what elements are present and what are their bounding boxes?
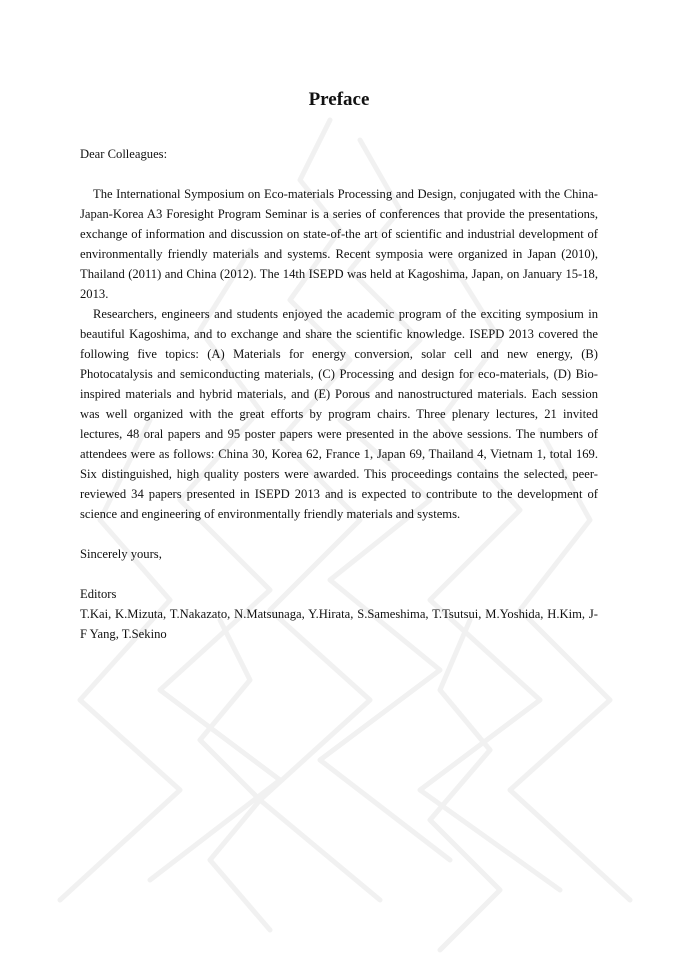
signature-names: T.Kai, K.Mizuta, T.Nakazato, N.Matsunaga, Y.Hirata, S.Sameshima, T.Tsutsui, M.Yoshida, H.Kim, J-F Yang, T.Sekino — [80, 607, 598, 641]
preface-content — [80, 88, 598, 644]
page-title: Preface — [308, 89, 370, 110]
preface-paragraph-1: The International Symposium on Eco-materials Processing and Design, conjugated with the China-Japan-Korea A3 Foresight Program Seminar is a series of conferences that provide the presentations, exchange of information and discussion on state-of-the art of scientific and industrial development of environmentally friendly materials and systems. Recent symposia were organized in Japan (2010), Thailand (2011) and China (2012). The 14th ISEPD was held at Kagoshima, Japan, on January 15-18, 2013. — [80, 187, 598, 301]
preface-paragraph-2: Researchers, engineers and students enjoyed the academic program of the exciting symposium in beautiful Kagoshima, and to exchange and share the scientific knowledge. ISEPD 2013 covered the following five topics: (A) Materials for energy conversion, solar cell and new energy, (B) Photocatalysis and semiconducting materials, (C) Processing and design for eco-materials, (D) Bio-inspired materials and hybrid materials, and (E) Porous and nanostructured materials. Each session was well organized with the great efforts by program chairs. Three plenary lectures, 21 invited lectures, 48 oral papers and 95 poster papers were presented in the above sessions. The numbers of attendees were as follows: China 30, Korea 62, France 1, Japan 69, Thailand 4, Vietnam 1, total 169. Six distinguished, high quality posters were awarded. This proceedings contains the selected, peer-reviewed 34 papers presented in ISEPD 2013 and is expected to contribute to the development of science and engineering of environmentally friendly materials and systems. — [80, 307, 598, 521]
salutation: Dear Colleagues: — [80, 147, 168, 161]
closing: Sincerely yours, — [80, 547, 162, 561]
signature-title: Editors — [80, 587, 117, 601]
